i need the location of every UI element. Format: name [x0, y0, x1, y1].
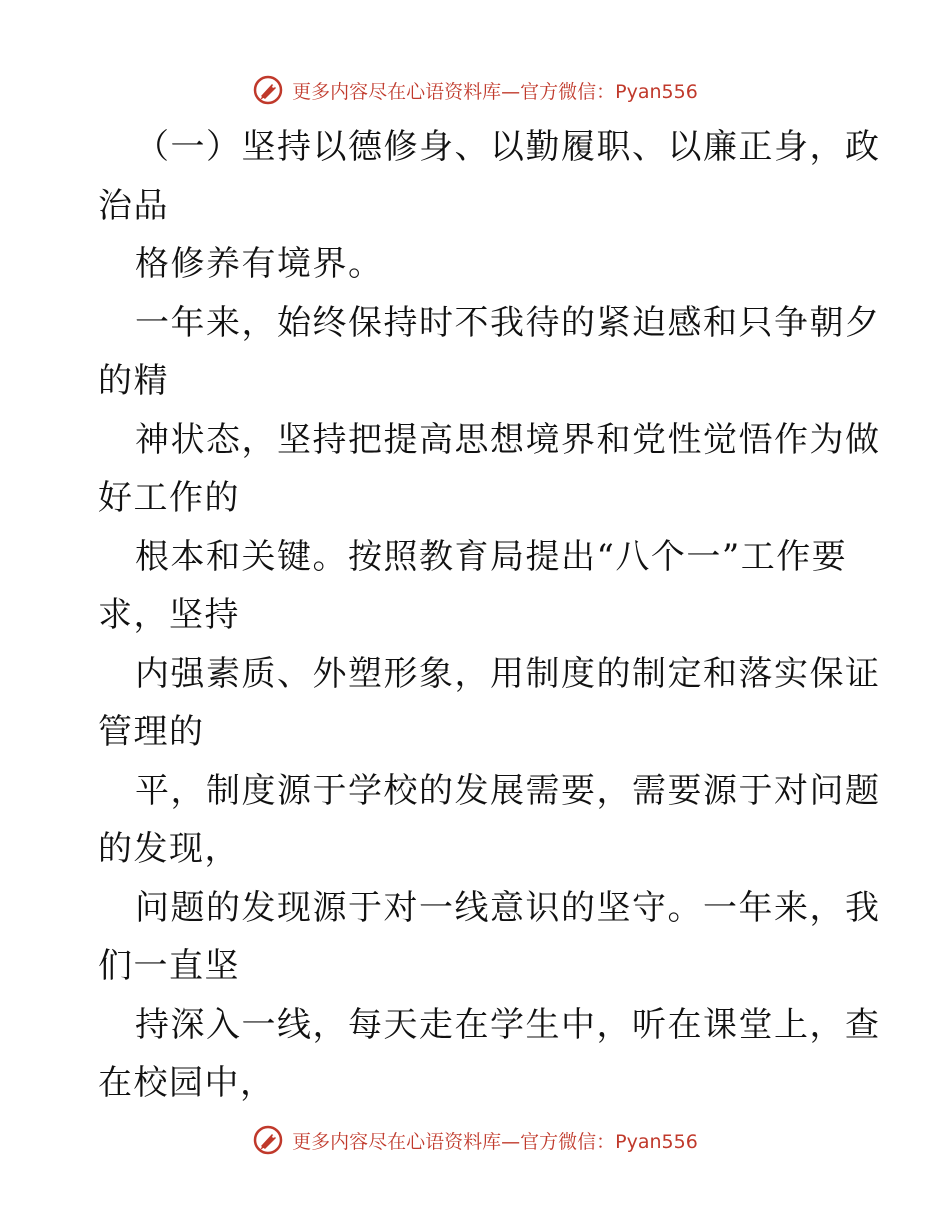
text-line: 的精: [98, 361, 169, 401]
text-line: 问题的发现源于对一线意识的坚守。一年来，我: [135, 887, 881, 928]
header-banner-text: 更多内容尽在心语资料库—官方微信：Pyan556: [292, 80, 698, 103]
pen-nib-logo-icon: [252, 1124, 284, 1156]
text-line: 管理的: [98, 712, 205, 752]
text-line: 格修养有境界。: [135, 244, 384, 284]
text-line: （一）坚持以德修身、以勤履职、以廉正身，政: [135, 127, 881, 167]
text-line: 治品: [98, 185, 169, 226]
text-line: 好工作的: [98, 478, 240, 518]
footer-watermark-banner: [0, 1120, 950, 1160]
pen-nib-logo-icon: [252, 74, 284, 106]
document-body: [98, 118, 881, 1113]
text-line: 在校园中，: [98, 1063, 276, 1103]
footer-banner-text: 更多内容尽在心语资料库—官方微信：Pyan556: [292, 1130, 698, 1153]
text-line: 持深入一线，每天走在学生中，听在课堂上，查: [135, 1004, 881, 1045]
header-watermark-banner: [0, 70, 950, 110]
text-line: 平，制度源于学校的发展需要，需要源于对问题: [135, 770, 881, 811]
text-line: 的发现，: [98, 829, 240, 869]
text-line: 神状态，坚持把提高思想境界和党性觉悟作为做: [135, 419, 881, 460]
text-line: 内强素质、外塑形象，用制度的制定和落实保证: [135, 653, 881, 694]
text-line: 们一直坚: [98, 946, 240, 986]
text-line: 根本和关键。按照教育局提出“八个一”工作要: [135, 536, 848, 577]
text-line: 一年来，始终保持时不我待的紧迫感和只争朝夕: [135, 302, 881, 343]
text-line: 求，坚持: [98, 595, 240, 635]
